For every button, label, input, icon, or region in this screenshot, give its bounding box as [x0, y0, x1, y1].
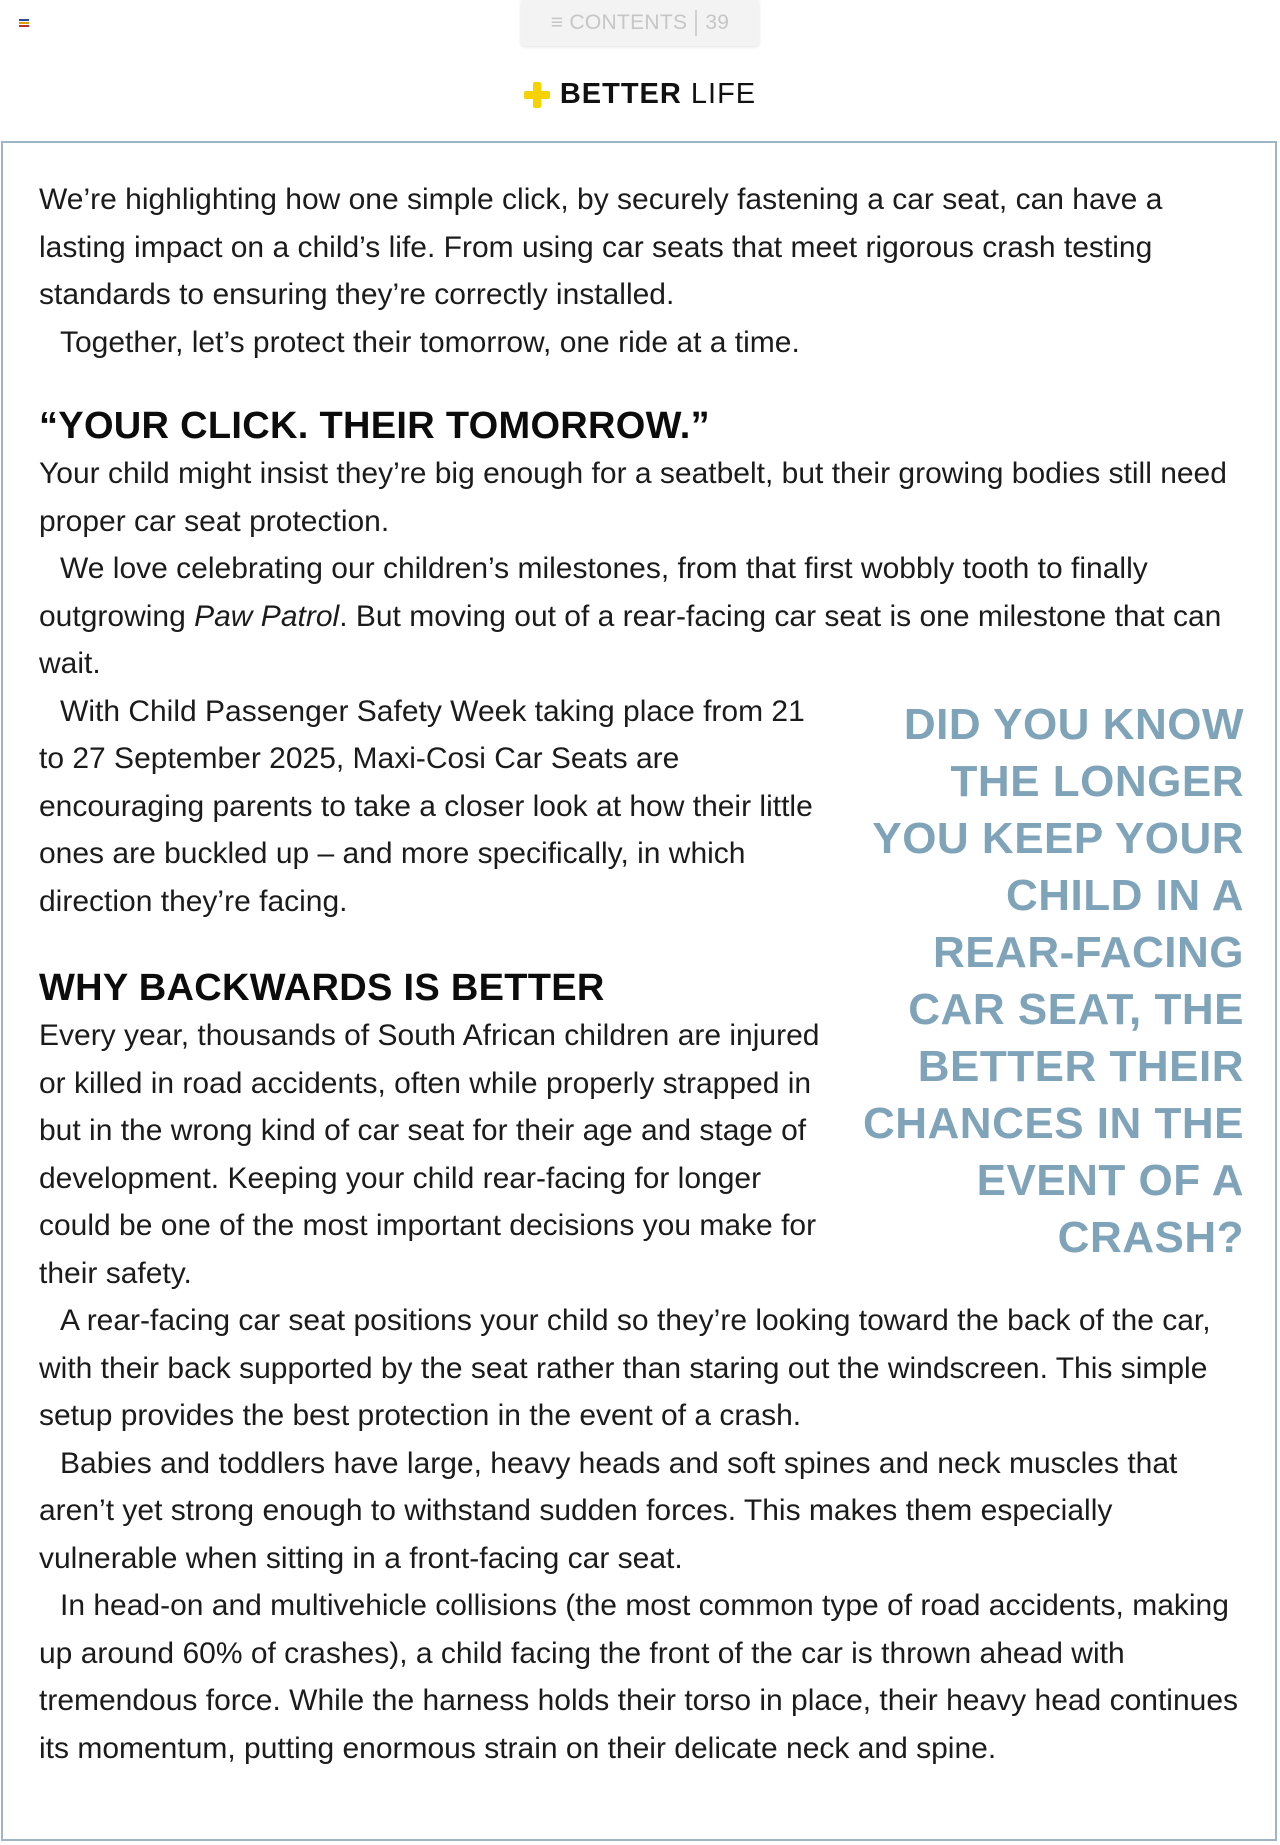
brand-bold-word: BETTER	[559, 78, 682, 110]
page-number: 39	[705, 11, 730, 34]
section-heading: “YOUR CLICK. THEIR TOMORROW.”	[39, 405, 710, 447]
text-run: . But moving out of a rear-facing car seat is one milestone that can wait.	[39, 599, 1222, 680]
contents-tab[interactable]	[521, 0, 759, 46]
intro-paragraph: Together, let’s protect their tomorrow, one ride at a time.	[60, 325, 800, 359]
body-paragraph: Babies and toddlers have large, heavy heads and soft spines and neck muscles that aren’t yet strong enough to withstand sudden forces. This makes them especially vulnerable when sitting in a front-facing car seat.	[39, 1446, 1178, 1575]
body-paragraph: With Child Passenger Safety Week taking place from 21 to 27 September 2025, Maxi-Cosi Car Seats are encouraging parents to take a closer look at how their little ones are buckled up – and more specifically, in which direction they’re facing.	[39, 694, 813, 918]
italic-title: Paw Patrol	[194, 599, 340, 633]
body-paragraph: Your child might insist they’re big enough for a seatbelt, but their growing bodies still need proper car seat protection.	[39, 457, 1227, 538]
intro-paragraph: We’re highlighting how one simple click, by securely fastening a car seat, can have a lasting impact on a child’s life. From using car seats that meet rigorous crash testing standards to ensuring they’re correctly installed.	[39, 183, 1163, 311]
body-paragraph: A rear-facing car seat positions your child so they’re looking toward the back of the car, with their back supported by the seat rather than staring out the windscreen. This simple setup provides the best protection in the event of a crash.	[39, 1304, 1211, 1432]
text-run: We love celebrating our children’s milestones, from that first wobbly tooth to finally outgrowing	[39, 552, 1148, 633]
tab-divider	[695, 10, 697, 36]
brand-light-word: LIFE	[690, 78, 757, 110]
body-paragraph	[39, 545, 1244, 688]
article-body	[39, 176, 1244, 1772]
brand-title	[560, 78, 756, 111]
hamburger-menu-icon[interactable]	[19, 19, 29, 27]
brand-header	[0, 78, 1280, 111]
section-heading: WHY BACKWARDS IS BETTER	[39, 967, 605, 1009]
pull-quote: DID YOU KNOW THE LONGER YOU KEEP YOUR CHILD IN A REAR-FACING CAR SEAT, THE BETTER THEIR CHANCES IN THE EVENT OF A CRASH?	[862, 699, 1244, 1262]
contents-label: ≡ CONTENTS	[550, 11, 688, 34]
body-paragraph: In head-on and multivehicle collisions (the most common type of road accidents, making up around 60% of crashes), a child facing the front of the car is thrown ahead with tremendous force. While the harness holds their torso in place, their heavy head continues its momentum, putting enormous strain on their delicate neck and spine.	[39, 1589, 1239, 1765]
body-paragraph: Every year, thousands of South African children are injured or killed in road accidents, often while properly strapped in but in the wrong kind of car seat for their age and stage of development. Keeping your child rear-facing for longer could be one of the most important decisions you make for their safety.	[39, 1019, 820, 1290]
plus-icon	[524, 82, 550, 108]
